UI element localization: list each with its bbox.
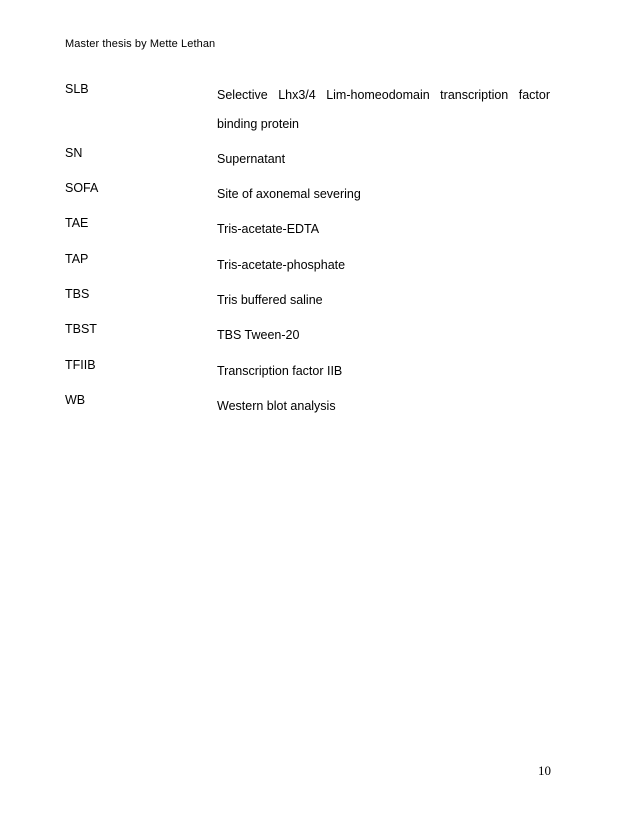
abbreviation-list [65, 81, 555, 427]
abbreviation-term: TFIIB [65, 357, 96, 372]
abbreviation-term: TAP [65, 251, 89, 266]
abbreviation-row [65, 180, 555, 209]
abbreviation-row [65, 286, 555, 315]
abbreviation-definition: Tris-acetate-phosphate [217, 257, 346, 272]
abbreviation-row [65, 392, 555, 421]
abbreviation-term: TBST [65, 322, 97, 337]
abbreviation-term: SOFA [65, 181, 99, 196]
abbreviation-row [65, 215, 555, 244]
abbreviation-term: SN [65, 145, 83, 160]
abbreviation-row [65, 321, 555, 350]
abbreviation-term: WB [65, 392, 86, 407]
abbreviation-row [65, 251, 555, 280]
abbreviation-definition: TBS Tween-20 [217, 328, 300, 343]
page-number: 10 [538, 763, 551, 778]
abbreviation-definition: Transcription factor IIB [217, 363, 343, 378]
abbreviation-definition: Tris buffered saline [217, 292, 323, 307]
abbreviation-definition: Selective Lhx3/4 Lim-homeodomain transcription factor binding protein [217, 87, 550, 131]
abbreviation-term: TAE [65, 216, 89, 231]
abbreviation-row [65, 357, 555, 386]
abbreviation-definition: Site of axonemal severing [217, 187, 361, 202]
abbreviation-row [65, 81, 555, 139]
abbreviation-row [65, 145, 555, 174]
abbreviation-term: SLB [65, 81, 89, 96]
abbreviation-definition: Tris-acetate-EDTA [217, 222, 320, 237]
abbreviation-definition: Western blot analysis [217, 398, 336, 413]
abbreviation-definition: Supernatant [217, 151, 286, 166]
page-header: Master thesis by Mette Lethan [65, 38, 216, 50]
abbreviation-term: TBS [65, 286, 90, 301]
